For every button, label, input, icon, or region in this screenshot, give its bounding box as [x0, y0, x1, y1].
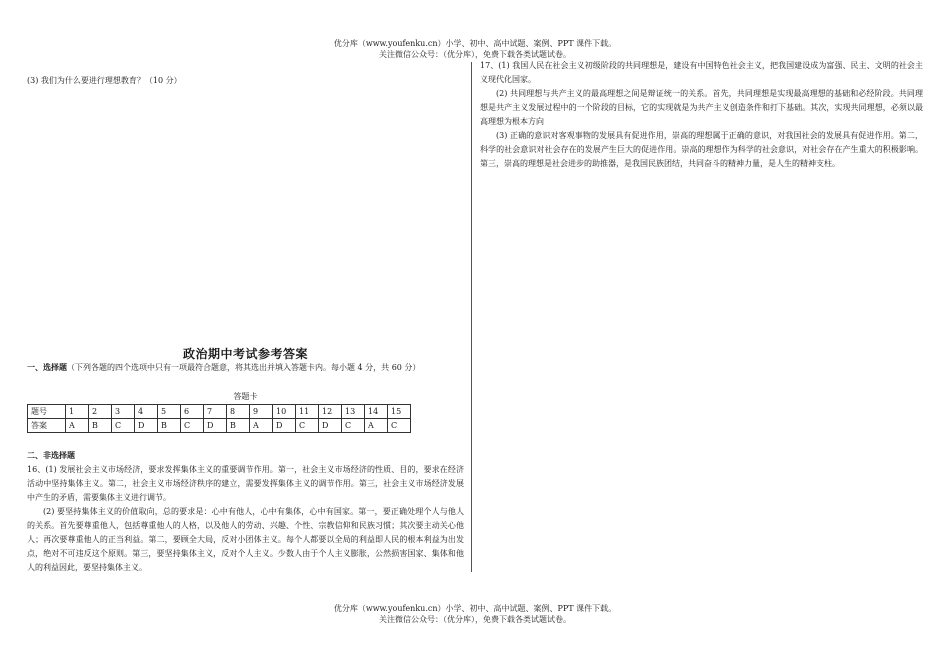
question-number: 5	[158, 405, 181, 419]
question-number: 1	[66, 405, 89, 419]
question-17-answer	[480, 59, 923, 171]
answer-key-title: 政治期中考试参考答案	[182, 347, 308, 361]
q17-part-3: (3) 正确的意识对客观事物的发展具有促进作用，崇高的理想属于正确的意识，对我国社会的发展具有促进作用。第二，科学的社会意识对社会存在的发展产生巨大的促进作用。崇高的理想作为科学的社会意识，对社会存在产生重大的积极影响。第三，崇高的理想是社会进步的助推器，是我国民族团结，共同奋斗的精神力量，是人生的精神支柱。	[480, 131, 923, 168]
question-number-row	[28, 405, 411, 419]
question-number: 11	[296, 405, 319, 419]
answer-cell: D	[273, 419, 296, 433]
answer-card-caption: 答题卡	[233, 392, 258, 401]
question-number: 8	[227, 405, 250, 419]
answer-cell: D	[204, 419, 227, 433]
row-label-number: 题号	[28, 405, 66, 419]
q17-part-2: (2) 共同理想与共产主义的最高理想之间是辩证统一的关系。首先，共同理想是实现最高理想的基础和必经阶段。共同理想是共产主义发展过程中的一个阶段的目标，它的实现就是为共产主义创造条件和打下基础。其次，实现共同理想，必须以最高理想为根本方向	[480, 89, 923, 126]
question-number: 15	[388, 405, 411, 419]
question-number: 7	[204, 405, 227, 419]
section-1-label: 一、选择题	[27, 362, 67, 372]
answer-cell: C	[112, 419, 135, 433]
question-number: 2	[89, 405, 112, 419]
question-number: 4	[135, 405, 158, 419]
answer-cell: C	[388, 419, 411, 433]
question-number: 10	[273, 405, 296, 419]
answer-cell: B	[89, 419, 112, 433]
answer-row	[28, 419, 411, 433]
answer-cell: A	[250, 419, 273, 433]
section-1-description: （下列各题的四个选项中只有一项最符合题意，将其选出并填入答题卡内。每小题 4 分，共 60 分）	[67, 363, 421, 372]
question-number: 9	[250, 405, 273, 419]
answer-cell: A	[365, 419, 388, 433]
header-line-1: 优分库（www.youfenku.cn）小学、初中、高中试题、案例、PPT 课件下载。	[333, 39, 617, 48]
page-header	[0, 38, 950, 60]
answer-cell: B	[158, 419, 181, 433]
question-number: 6	[181, 405, 204, 419]
section-1-heading	[27, 360, 464, 375]
question-number: 14	[365, 405, 388, 419]
page-footer	[0, 603, 950, 625]
footer-line-2: 关注微信公众号：（优分库），免费下载各类试题试卷。	[379, 615, 571, 624]
answer-cell: C	[181, 419, 204, 433]
footer-line-1: 优分库（www.youfenku.cn）小学、初中、高中试题、案例、PPT 课件下载。	[333, 604, 617, 613]
row-label-answer: 答案	[28, 419, 66, 433]
question-number: 3	[112, 405, 135, 419]
answer-cell: C	[296, 419, 319, 433]
answer-cell: C	[342, 419, 365, 433]
q16-part-1: 16、(1) 发展社会主义市场经济，要求发挥集体主义的重要调节作用。第一，社会主义市场经济的性质、目的，要求在经济活动中坚持集体主义。第二，社会主义市场经济秩序的建立，需要发挥集体主义的调节作用。第三，社会主义市场经济发展中产生的矛盾，需要集体主义进行调节。	[27, 465, 464, 502]
header-line-2: 关注微信公众号：（优分库），免费下载各类试题试卷。	[379, 50, 571, 59]
column-divider	[471, 62, 472, 572]
answer-cell: D	[319, 419, 342, 433]
question-3-prompt: (3) 我们为什么要进行理想教育？（10 分）	[27, 76, 182, 85]
answer-cell: D	[135, 419, 158, 433]
section-2-heading: 二、非选择题	[27, 450, 75, 460]
answer-cell: B	[227, 419, 250, 433]
question-number: 12	[319, 405, 342, 419]
answer-cell: A	[66, 419, 89, 433]
q17-part-1: 17、(1) 我国人民在社会主义初级阶段的共同理想是，建设有中国特色社会主义，把我国建设成为富强、民主、文明的社会主义现代化国家。	[480, 61, 923, 84]
q16-part-2: (2) 要坚持集体主义的价值取向，总的要求是：心中有他人，心中有集体，心中有国家。第一，要正确处理个人与他人的关系。首先要尊重他人，包括尊重他人的人格，以及他人的劳动、兴趣、个性、宗教信仰和民族习惯；其次要主动关心他人；再次要尊重他人的正当利益。第二，要顾全大局，反对小团体主义。每个人都要以全局的利益即人民的根本利益为出发点，绝对不可违反这个原则。第三，要坚持集体主义，反对个人主义。少数人由于个人主义膨胀，公然损害国家、集体和他人的利益因此，要坚持集体主义。	[27, 507, 464, 572]
question-16-answer	[27, 463, 464, 575]
answer-card-table	[27, 404, 411, 433]
question-number: 13	[342, 405, 365, 419]
